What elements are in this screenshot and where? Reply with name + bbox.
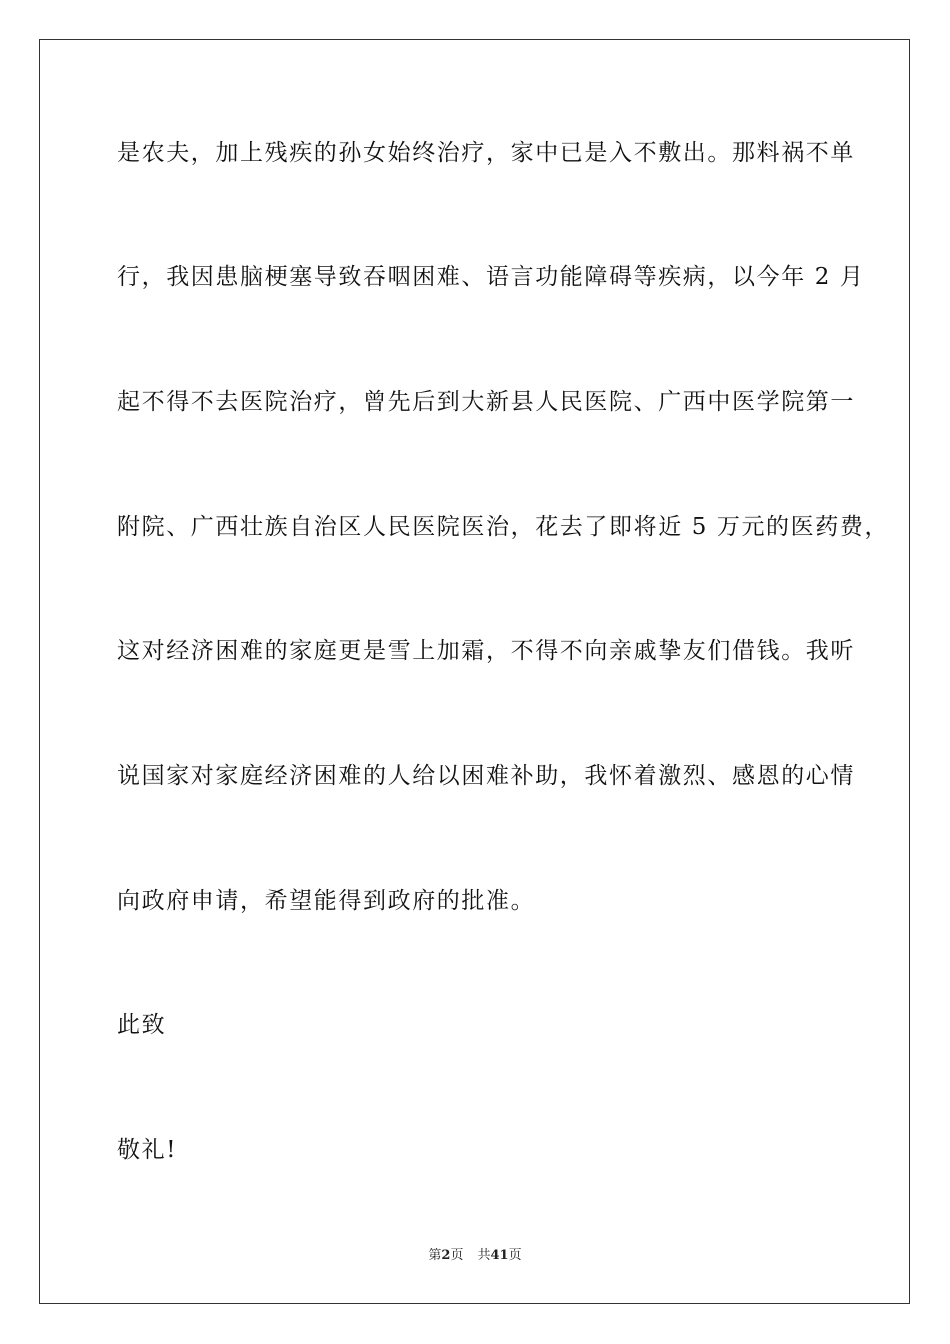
- footer-total-prefix: 共: [477, 1248, 491, 1263]
- body-line-1: 是农夫，加上残疾的孙女始终治疗，家中已是入不敷出。那料祸不单: [117, 140, 855, 166]
- salute-line: 敬礼!: [117, 1137, 178, 1163]
- body-line-7: 向政府申请，希望能得到政府的批准。: [117, 888, 536, 914]
- page-frame: [39, 39, 910, 1304]
- body-line-6: 说国家对家庭经济困难的人给以困难补助，我怀着激烈、感恩的心情: [117, 763, 855, 789]
- footer-page-prefix: 第: [428, 1248, 442, 1263]
- closing-line: 此致: [117, 1012, 167, 1038]
- body-line-3: 起不得不去医院治疗，曾先后到大新县人民医院、广西中医学院第一: [117, 389, 855, 415]
- body-line-4: 附院、广西壮族自治区人民医院医治，花去了即将近 5 万元的医药费，: [117, 514, 890, 540]
- body-line-2: 行，我因患脑梗塞导致吞咽困难、语言功能障碍等疾病，以今年 2 月: [117, 264, 865, 290]
- footer-total-pages: 41: [490, 1248, 509, 1263]
- page-footer: [0, 1247, 950, 1265]
- footer-page-suffix: 页: [450, 1248, 464, 1263]
- footer-total-suffix: 页: [508, 1248, 522, 1263]
- body-line-5: 这对经济困难的家庭更是雪上加霜，不得不向亲戚挚友们借钱。我听: [117, 638, 855, 664]
- footer-page-number: 2: [441, 1248, 451, 1263]
